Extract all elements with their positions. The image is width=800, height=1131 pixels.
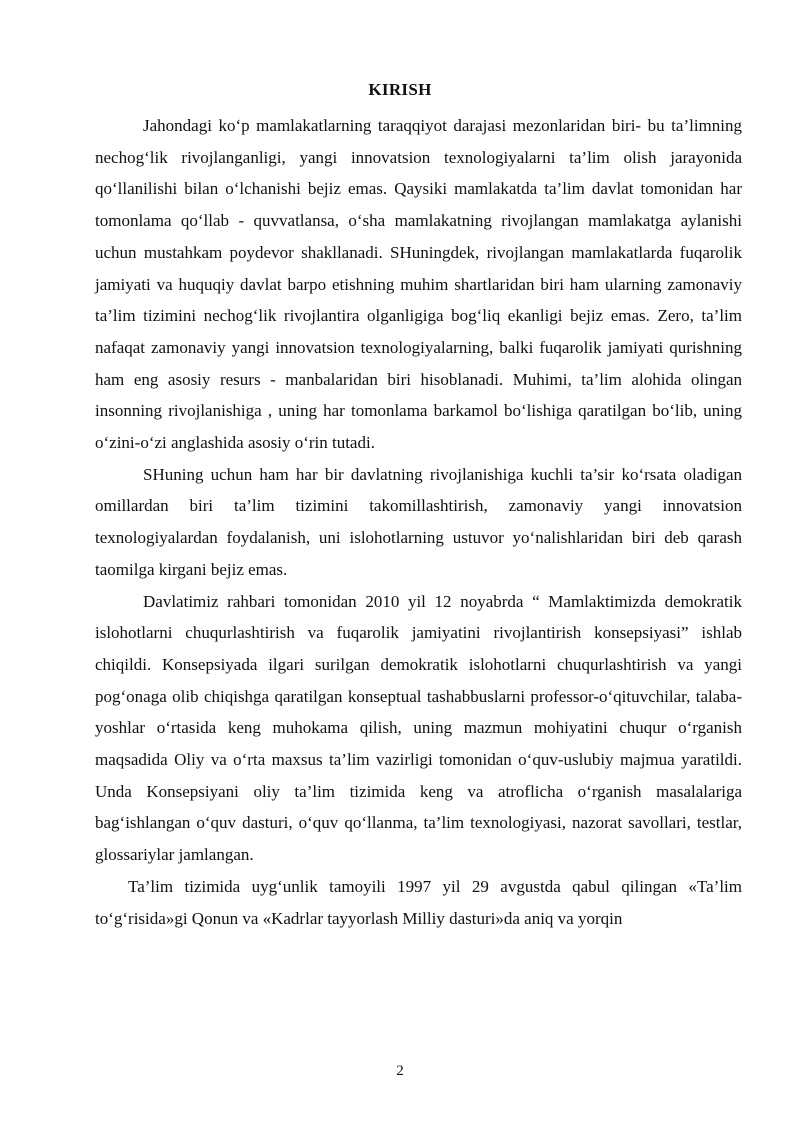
paragraph-4: Ta’lim tizimida uyg‘unlik tamoyili 1997 yil 29 avgustda qabul qilingan «Ta’lim to‘g‘risida»gi Qonun va «Kadrlar tayyorlash Milliy dasturi»da aniq va yorqin	[95, 876, 742, 928]
paragraph-2: SHuning uchun ham har bir davlatning rivojlanishiga kuchli ta’sir ko‘rsata oladigan omillardan biri ta’lim tizimini takomillashtirish, zamonaviy yangi innovatsion texnologiyalardan foydalanish, uni islohotlarning ustuvor yo‘nalishlaridan biri deb qarash taomilga kirgani bejiz emas.	[95, 464, 742, 579]
paragraph-1: Jahondagi ko‘p mamlakatlarning taraqqiyot darajasi mezonlaridan biri- bu ta’limning nechog‘lik rivojlanganligi, yangi innovatsion texnologiyalarni ta’lim olish jarayonida qo‘llanilishi bilan o‘lchanishi bejiz emas. Qaysiki mamlakatda ta’lim davlat tomonidan har tomonlama qo‘llab - quvvatlansa, o‘sha mamlakatning rivojlangan mamlakatga aylanishi uchun mustahkam poydevor shakllanadi. SHuningdek, rivojlangan mamlakatlarda fuqarolik jamiyati va huquqiy davlat barpo etishning muhim shartlaridan biri ham ularning zamonaviy ta’lim tizimini nechog‘lik rivojlantira olganligiga bog‘liq ekanligi bejiz emas. Zero, ta’lim nafaqat zamonaviy yangi innovatsion texnologiyalarning, balki fuqarolik jamiyati qurishning ham eng asosiy resurs - manbalaridan biri hisoblanadi. Muhimi, ta’lim alohida olingan insonning rivojlanishiga , uning har tomonlama barkamol bo‘lishiga qaratilgan bo‘lib, uning o‘zini-o‘zi anglashida asosiy o‘rin tutadi.	[95, 116, 742, 453]
paragraph-3: Davlatimiz rahbari tomonidan 2010 yil 12 noyabrda “ Mamlaktimizda demokratik islohotlarni chuqurlashtirish va fuqarolik jamiyatini rivojlantirish konsepsiyasi” ishlab chiqildi. Konsepsiyada ilgari surilgan demokratik islohotlarni chuqurlashtirish va yangi pog‘onaga olib chiqishga qaratilgan konseptual tashabbuslarni professor-o‘qituvchilar, talaba-yoshlar o‘rtasida keng muhokama qilish, uning mazmun mohiyatini chuqur o‘rganish maqsadida Oliy va o‘rta maxsus ta’lim vazirligi tomonidan o‘quv-uslubiy majmua yaratildi. Unda Konsepsiyani oliy ta’lim tizimida keng va atroflicha o‘rganish masalalariga bag‘ishlangan o‘quv dasturi, o‘quv qo‘llanma, ta’lim texnologiyasi, nazorat savollari, testlar, glossariylar jamlangan.	[95, 591, 742, 865]
page-title: KIRISH	[368, 80, 432, 99]
body-text	[95, 110, 742, 934]
page-number: 2	[396, 1063, 404, 1079]
